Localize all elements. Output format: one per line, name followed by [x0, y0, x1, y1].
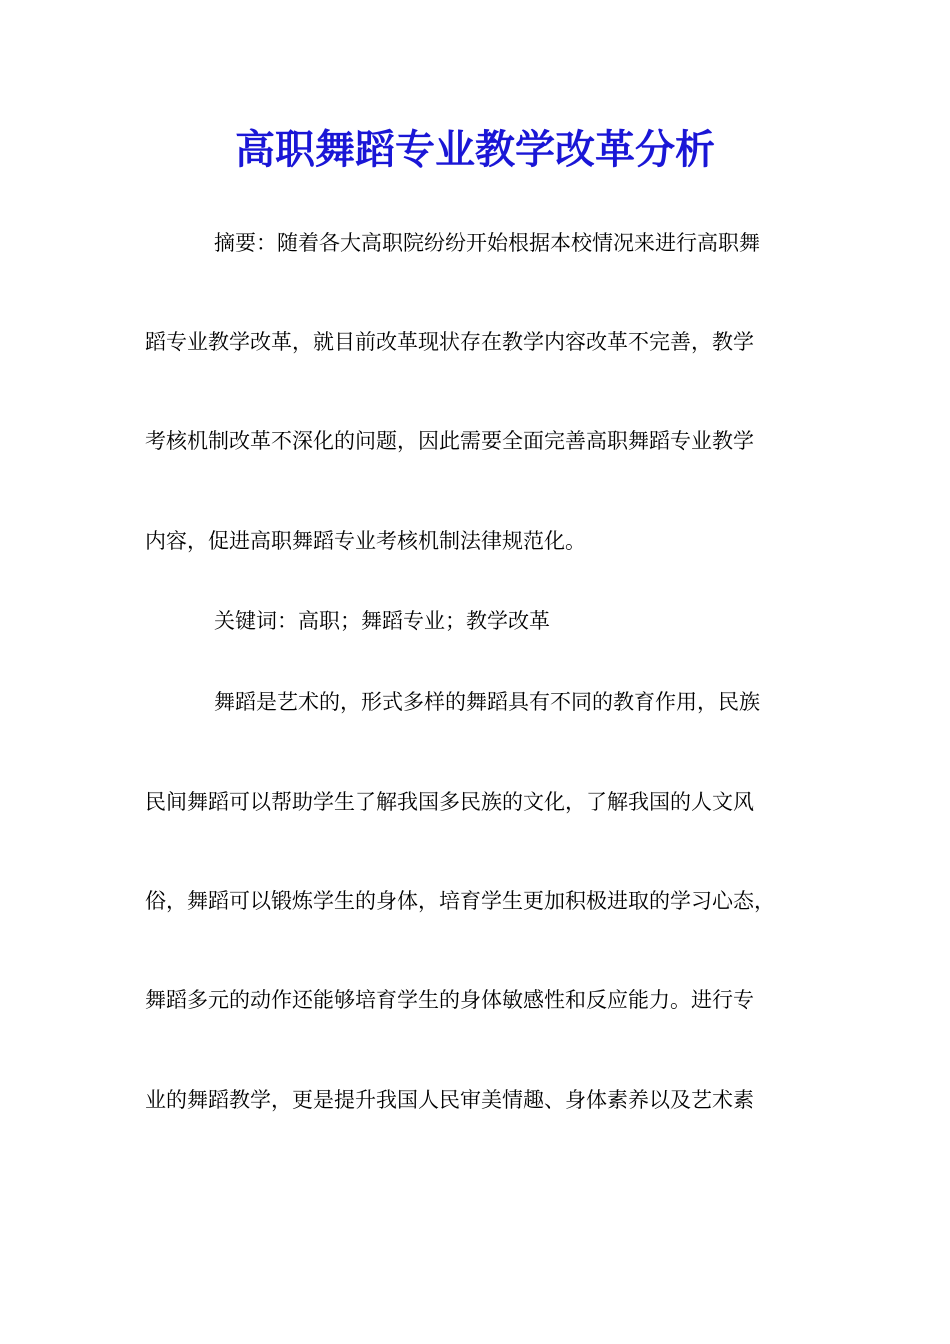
body-line: 舞蹈是艺术的，形式多样的舞蹈具有不同的教育作用，民族 — [214, 690, 760, 714]
body-line: 俗，舞蹈可以锻炼学生的身体，培育学生更加积极进取的学习心态， — [145, 889, 775, 913]
abstract-line: 内容，促进高职舞蹈专业考核机制法律规范化。 — [145, 529, 586, 553]
body-line: 舞蹈多元的动作还能够培育学生的身体敏感性和反应能力。进行专 — [145, 988, 754, 1012]
abstract-line: 蹈专业教学改革，就目前改革现状存在教学内容改革不完善，教学 — [145, 330, 754, 354]
keywords-line: 关键词：高职；舞蹈专业；教学改革 — [214, 609, 550, 633]
document-title: 高职舞蹈专业教学改革分析 — [235, 126, 715, 173]
body-line: 业的舞蹈教学，更是提升我国人民审美情趣、身体素养以及艺术素 — [145, 1088, 754, 1112]
body-line: 民间舞蹈可以帮助学生了解我国多民族的文化，了解我国的人文风 — [145, 790, 754, 814]
abstract-line: 考核机制改革不深化的问题，因此需要全面完善高职舞蹈专业教学 — [145, 429, 754, 453]
abstract-line: 摘要：随着各大高职院纷纷开始根据本校情况来进行高职舞 — [214, 231, 760, 255]
